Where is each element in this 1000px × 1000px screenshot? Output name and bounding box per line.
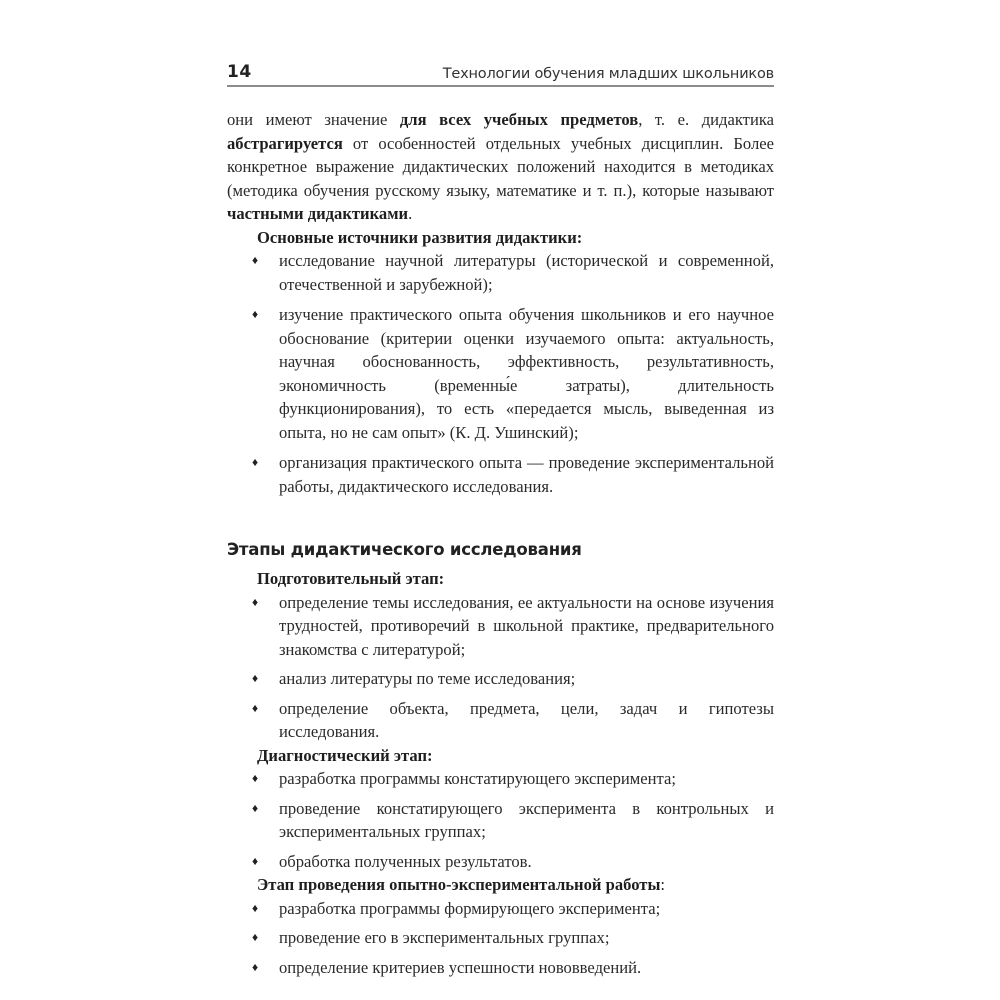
sources-heading: Основные источники развития дидактики: — [257, 227, 583, 247]
list-item-text: проведение его в экспериментальных группах; — [279, 928, 610, 947]
text-run: они имеют значение — [227, 110, 400, 129]
list-item-text: анализ литературы по теме исследования; — [279, 669, 576, 688]
text-run: от особенностей отдельных учебных дисциплин. Более конкретное выражение дидактических положений находится в методиках (методика обучения русскому языку, математике и т. п.), которые называют — [227, 133, 774, 200]
bold-term: для всех учебных предметов — [399, 110, 639, 129]
heading-text: Этап проведения опытно-экспериментальной работы — [257, 875, 661, 894]
diamond-bullet-icon: ♦ — [252, 455, 259, 469]
diamond-bullet-icon: ♦ — [252, 253, 259, 267]
diamond-bullet-icon: ♦ — [252, 671, 259, 685]
page-number: 14 — [227, 62, 252, 82]
stage-heading-preparatory: Подготовительный этап: — [257, 569, 445, 588]
book-page — [227, 56, 774, 985]
diamond-bullet-icon: ♦ — [252, 959, 259, 974]
experimental-list — [227, 897, 774, 980]
list-item-text: изучение практического опыта обучения школьников и его научное обоснование (критерии оценки изучаемого опыта: актуальность, научная обоснованность, эффективность, результативность, экономичность (временны́е затраты), длительность функционирования), то есть «передается мысль, выведенная из опыта, но не сам опыт» (К. Д. Ушинский); — [279, 305, 774, 442]
list-item — [227, 451, 774, 498]
preparatory-list — [227, 591, 774, 744]
list-item-text: организация практического опыта — проведение экспериментальной работы, дидактического исследования. — [279, 453, 774, 496]
list-item-text: определение темы исследования, ее актуальности на основе изучения трудностей, противоречий в школьной практике, предварительного знакомства с литературой; — [279, 592, 774, 659]
diamond-bullet-icon: ♦ — [252, 771, 259, 785]
list-item-text: определение объекта, предмета, цели, задач и гипотезы исследования. — [279, 698, 774, 741]
running-header — [227, 56, 774, 87]
list-item — [227, 591, 774, 662]
stage-heading-experimental — [257, 873, 774, 897]
diamond-bullet-icon: ♦ — [252, 900, 259, 915]
bold-term: частными дидактиками — [227, 204, 409, 223]
list-item — [227, 850, 774, 874]
list-item — [227, 767, 774, 791]
list-item — [227, 956, 774, 980]
diamond-bullet-icon: ♦ — [252, 307, 259, 321]
bold-term: абстрагируется — [227, 133, 343, 153]
sources-list — [227, 249, 774, 498]
diagnostic-list — [227, 767, 774, 873]
list-item-text: проведение констатирующего эксперимента в контрольных и экспериментальных группах; — [279, 798, 774, 841]
intro-paragraph — [227, 108, 774, 226]
diamond-bullet-icon: ♦ — [252, 700, 259, 715]
list-item — [227, 926, 774, 950]
diamond-bullet-icon: ♦ — [252, 800, 259, 815]
diamond-bullet-icon: ♦ — [252, 594, 259, 609]
list-item-text: разработка программы констатирующего эксперимента; — [279, 769, 676, 788]
diamond-bullet-icon: ♦ — [252, 930, 259, 944]
section-title: Этапы дидактического исследования — [227, 540, 582, 559]
list-item-text: определение критериев успешности нововведений. — [279, 957, 642, 977]
list-item — [227, 303, 774, 444]
heading-colon: : — [660, 875, 666, 894]
list-item — [227, 697, 774, 744]
list-item-text: исследование научной литературы (исторической и современной, отечественной и зарубежной); — [279, 251, 774, 294]
list-item — [227, 897, 774, 921]
list-item — [227, 667, 774, 691]
diamond-bullet-icon: ♦ — [252, 853, 259, 868]
stage-heading-diagnostic: Диагностический этап: — [257, 745, 433, 765]
list-item-text: разработка программы формирующего эксперимента; — [279, 898, 661, 918]
book-title: Технологии обучения младших школьников — [442, 66, 774, 82]
list-item — [227, 249, 774, 296]
list-item — [227, 797, 774, 844]
list-item-text: обработка полученных результатов. — [279, 851, 532, 871]
text-run: . — [408, 204, 413, 223]
text-run: , т. е. дидактика — [638, 110, 774, 129]
